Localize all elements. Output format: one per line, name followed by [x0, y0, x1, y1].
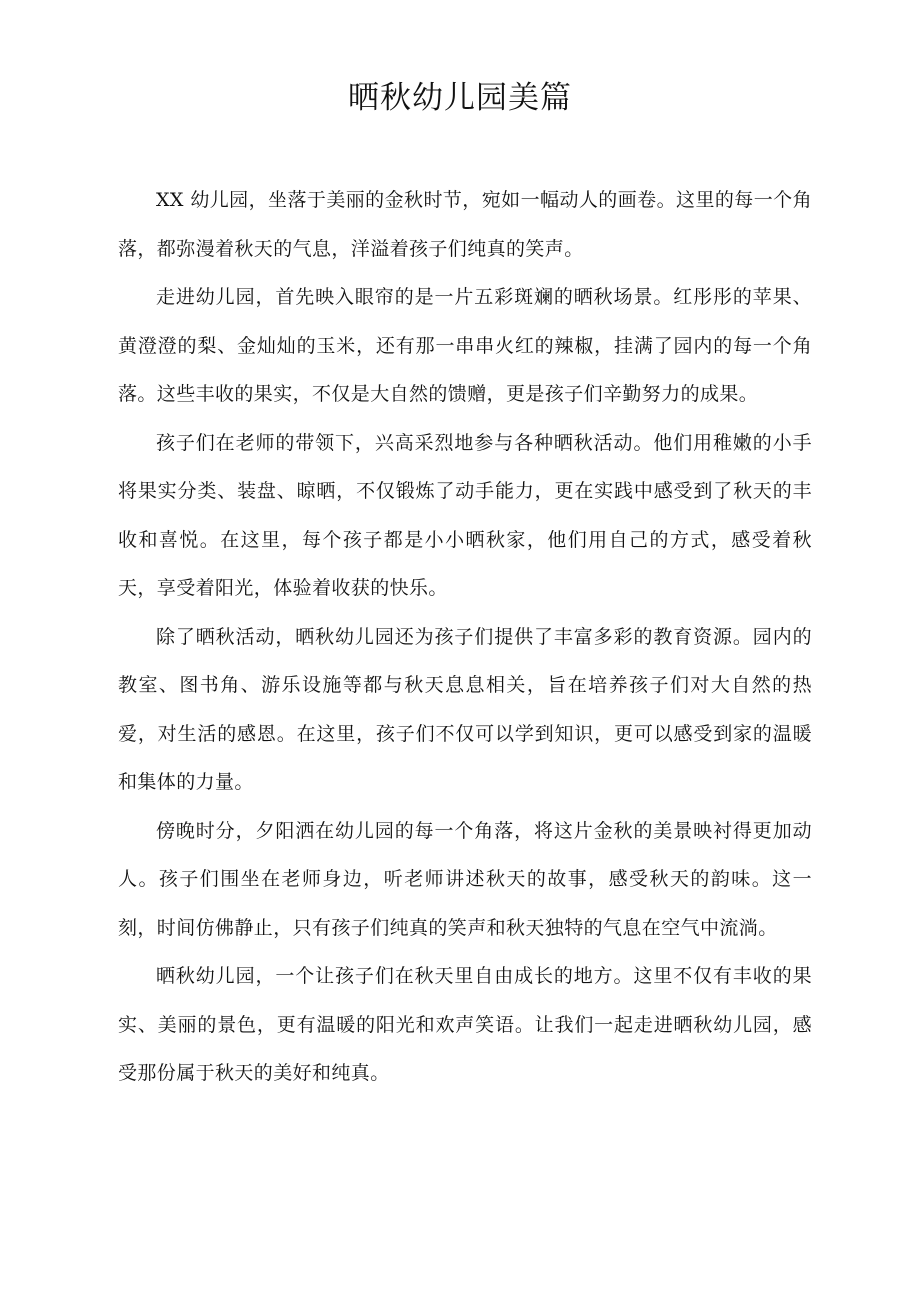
- document-title: 晒秋幼儿园美篇: [348, 80, 572, 116]
- paragraph-activities: 孩子们在老师的带领下，兴高采烈地参与各种晒秋活动。他们用稚嫩的小手将果实分类、装盘、晾晒，不仅锻炼了动手能力，更在实践中感受到了秋天的丰收和喜悦。在这里，每个孩子都是小小晒秋家，他们用自己的方式，感受着秋天，享受着阳光，体验着收获的快乐。: [118, 431, 812, 599]
- paragraph-resources: 除了晒秋活动，晒秋幼儿园还为孩子们提供了丰富多彩的教育资源。园内的教室、图书角、游乐设施等都与秋天息息相关，旨在培养孩子们对大自然的热爱，对生活的感恩。在这里，孩子们不仅可以学到知识，更可以感受到家的温暖和集体的力量。: [118, 625, 812, 793]
- document-body: [118, 176, 812, 1098]
- paragraph-evening: 傍晚时分，夕阳洒在幼儿园的每一个角落，将这片金秋的美景映衬得更加动人。孩子们围坐在老师身边，听老师讲述秋天的故事，感受秋天的韵味。这一刻，时间仿佛静止，只有孩子们纯真的笑声和秋天独特的气息在空气中流淌。: [118, 819, 812, 939]
- paragraph-conclusion: 晒秋幼儿园，一个让孩子们在秋天里自由成长的地方。这里不仅有丰收的果实、美丽的景色，更有温暖的阳光和欢声笑语。让我们一起走进晒秋幼儿园，感受那份属于秋天的美好和纯真。: [118, 965, 812, 1084]
- paragraph-scene: 走进幼儿园，首先映入眼帘的是一片五彩斑斓的晒秋场景。红彤彤的苹果、黄澄澄的梨、金灿灿的玉米，还有那一串串火红的辣椒，挂满了园内的每一个角落。这些丰收的果实，不仅是大自然的馈赠，更是孩子们辛勤努力的成果。: [118, 286, 812, 405]
- paragraph-intro: XX 幼儿园，坐落于美丽的金秋时节，宛如一幅动人的画卷。这里的每一个角落，都弥漫着秋天的气息，洋溢着孩子们纯真的笑声。: [118, 189, 812, 260]
